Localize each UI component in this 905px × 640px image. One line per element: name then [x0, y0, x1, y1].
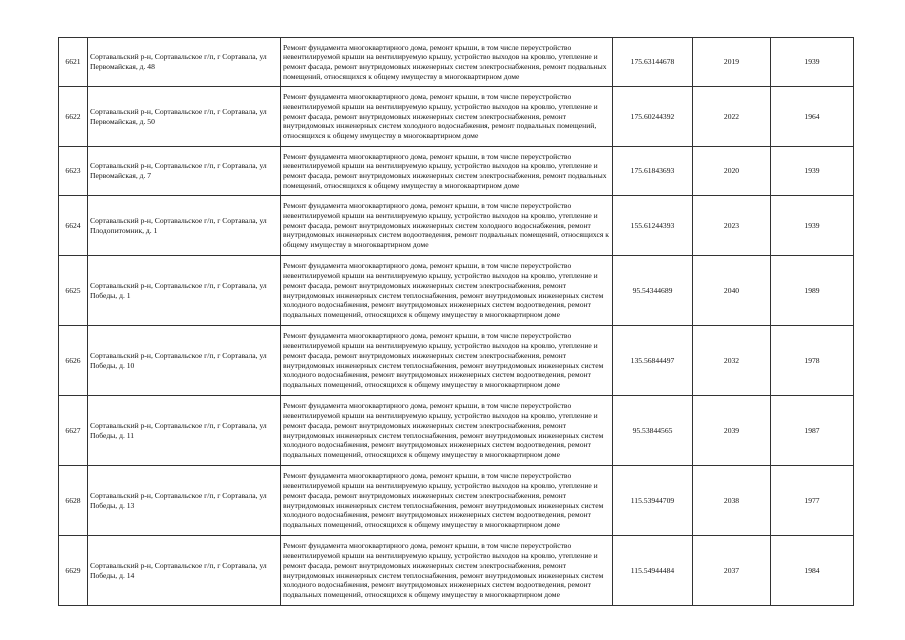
row-number: 6624: [59, 196, 88, 256]
planned-year-cell: 2032: [693, 326, 771, 396]
planned-year-cell: 2037: [693, 536, 771, 606]
cost-cell: 175.63144678: [613, 38, 693, 87]
work-types-cell: Ремонт фундамента многоквартирного дома, ремонт крыши, в том числе переустройство невентилируемой крыши на вентилируемую крышу, устройство выходов на кровлю, утепление и ремонт фасада, ремонт внутридомовых инженерных систем электроснабжения, ремонт внутридомовых инженерных систем теплоснабжения, ремонт внутридомовых инженерных систем холодного водоснабжения, ремонт внутридомовых инженерных систем водоотведения, ремонт подвальных помещений, относящихся к общему имуществу в многоквартирном доме: [281, 326, 613, 396]
built-year-cell: 1964: [771, 87, 854, 147]
planned-year-cell: 2019: [693, 38, 771, 87]
built-year-cell: 1984: [771, 536, 854, 606]
planned-year-cell: 2020: [693, 147, 771, 196]
built-year-cell: 1977: [771, 466, 854, 536]
repair-program-table: [58, 37, 854, 606]
row-number: 6621: [59, 38, 88, 87]
cost-cell: 155.61244393: [613, 196, 693, 256]
address-cell: Сортавальский р-н, Сортавальское г/п, г Сортавала, ул Первомайская, д. 50: [88, 87, 281, 147]
cost-cell: 95.53844565: [613, 396, 693, 466]
table-row: [59, 536, 854, 606]
table-row: [59, 38, 854, 87]
work-types-cell: Ремонт фундамента многоквартирного дома, ремонт крыши, в том числе переустройство невентилируемой крыши на вентилируемую крышу, устройство выходов на кровлю, утепление и ремонт фасада, ремонт внутридомовых инженерных систем электроснабжения, ремонт внутридомовых инженерных систем теплоснабжения, ремонт внутридомовых инженерных систем холодного водоснабжения, ремонт внутридомовых инженерных систем водоотведения, ремонт подвальных помещений, относящихся к общему имуществу в многоквартирном доме: [281, 466, 613, 536]
work-types-cell: Ремонт фундамента многоквартирного дома, ремонт крыши, в том числе переустройство невентилируемой крыши на вентилируемую крышу, устройство выходов на кровлю, утепление и ремонт фасада, ремонт внутридомовых инженерных систем электроснабжения, ремонт внутридомовых инженерных систем теплоснабжения, ремонт внутридомовых инженерных систем холодного водоснабжения, ремонт внутридомовых инженерных систем водоотведения, ремонт подвальных помещений, относящихся к общему имуществу в многоквартирном доме: [281, 256, 613, 326]
cost-cell: 175.60244392: [613, 87, 693, 147]
table-row: [59, 147, 854, 196]
built-year-cell: 1939: [771, 38, 854, 87]
work-types-cell: Ремонт фундамента многоквартирного дома, ремонт крыши, в том числе переустройство невентилируемой крыши на вентилируемую крышу, устройство выходов на кровлю, утепление и ремонт фасада, ремонт внутридомовых инженерных систем электроснабжения, ремонт подвальных помещений, относящихся к общему имуществу в многоквартирном доме: [281, 147, 613, 196]
built-year-cell: 1939: [771, 196, 854, 256]
address-cell: Сортавальский р-н, Сортавальское г/п, г Сортавала, ул Победы, д. 11: [88, 396, 281, 466]
cost-cell: 175.61843693: [613, 147, 693, 196]
table-row: [59, 256, 854, 326]
cost-cell: 115.54944484: [613, 536, 693, 606]
address-cell: Сортавальский р-н, Сортавальское г/п, г Сортавала, ул Первомайская, д. 48: [88, 38, 281, 87]
work-types-cell: Ремонт фундамента многоквартирного дома, ремонт крыши, в том числе переустройство невентилируемой крыши на вентилируемую крышу, устройство выходов на кровлю, утепление и ремонт фасада, ремонт внутридомовых инженерных систем электроснабжения, ремонт внутридомовых инженерных систем холодного водоснабжения, ремонт подвальных помещений, относящихся к общему имуществу в многоквартирном доме: [281, 87, 613, 147]
built-year-cell: 1978: [771, 326, 854, 396]
address-cell: Сортавальский р-н, Сортавальское г/п, г Сортавала, ул Победы, д. 13: [88, 466, 281, 536]
cost-cell: 135.56844497: [613, 326, 693, 396]
row-number: 6628: [59, 466, 88, 536]
cost-cell: 115.53944709: [613, 466, 693, 536]
address-cell: Сортавальский р-н, Сортавальское г/п, г Сортавала, ул Плодопитомник, д. 1: [88, 196, 281, 256]
address-cell: Сортавальский р-н, Сортавальское г/п, г Сортавала, ул Первомайская, д. 7: [88, 147, 281, 196]
planned-year-cell: 2022: [693, 87, 771, 147]
row-number: 6622: [59, 87, 88, 147]
built-year-cell: 1939: [771, 147, 854, 196]
address-cell: Сортавальский р-н, Сортавальское г/п, г Сортавала, ул Победы, д. 10: [88, 326, 281, 396]
address-cell: Сортавальский р-н, Сортавальское г/п, г Сортавала, ул Победы, д. 14: [88, 536, 281, 606]
table-row: [59, 196, 854, 256]
work-types-cell: Ремонт фундамента многоквартирного дома, ремонт крыши, в том числе переустройство невентилируемой крыши на вентилируемую крышу, устройство выходов на кровлю, утепление и ремонт фасада, ремонт внутридомовых инженерных систем электроснабжения, ремонт подвальных помещений, относящихся к общему имуществу в многоквартирном доме: [281, 38, 613, 87]
work-types-cell: Ремонт фундамента многоквартирного дома, ремонт крыши, в том числе переустройство невентилируемой крыши на вентилируемую крышу, устройство выходов на кровлю, утепление и ремонт фасада, ремонт внутридомовых инженерных систем электроснабжения, ремонт внутридомовых инженерных систем теплоснабжения, ремонт внутридомовых инженерных систем холодного водоснабжения, ремонт внутридомовых инженерных систем водоотведения, ремонт подвальных помещений, относящихся к общему имуществу в многоквартирном доме: [281, 396, 613, 466]
planned-year-cell: 2023: [693, 196, 771, 256]
planned-year-cell: 2038: [693, 466, 771, 536]
built-year-cell: 1987: [771, 396, 854, 466]
row-number: 6625: [59, 256, 88, 326]
cost-cell: 95.54344689: [613, 256, 693, 326]
work-types-cell: Ремонт фундамента многоквартирного дома, ремонт крыши, в том числе переустройство невентилируемой крыши на вентилируемую крышу, устройство выходов на кровлю, утепление и ремонт фасада, ремонт внутридомовых инженерных систем электроснабжения, ремонт внутридомовых инженерных систем теплоснабжения, ремонт внутридомовых инженерных систем холодного водоснабжения, ремонт внутридомовых инженерных систем водоотведения, ремонт подвальных помещений, относящихся к общему имуществу в многоквартирном доме: [281, 536, 613, 606]
table-row: [59, 326, 854, 396]
work-types-cell: Ремонт фундамента многоквартирного дома, ремонт крыши, в том числе переустройство невентилируемой крыши на вентилируемую крышу, устройство выходов на кровлю, утепление и ремонт фасада, ремонт внутридомовых инженерных систем холодного водоснабжения, ремонт внутридомовых инженерных систем водоотведения, ремонт подвальных помещений, относящихся к общему имуществу в многоквартирном доме: [281, 196, 613, 256]
table-row: [59, 87, 854, 147]
row-number: 6629: [59, 536, 88, 606]
row-number: 6627: [59, 396, 88, 466]
row-number: 6623: [59, 147, 88, 196]
table-row: [59, 396, 854, 466]
planned-year-cell: 2040: [693, 256, 771, 326]
address-cell: Сортавальский р-н, Сортавальское г/п, г Сортавала, ул Победы, д. 1: [88, 256, 281, 326]
built-year-cell: 1989: [771, 256, 854, 326]
planned-year-cell: 2039: [693, 396, 771, 466]
table-body: [59, 38, 854, 606]
table-row: [59, 466, 854, 536]
row-number: 6626: [59, 326, 88, 396]
